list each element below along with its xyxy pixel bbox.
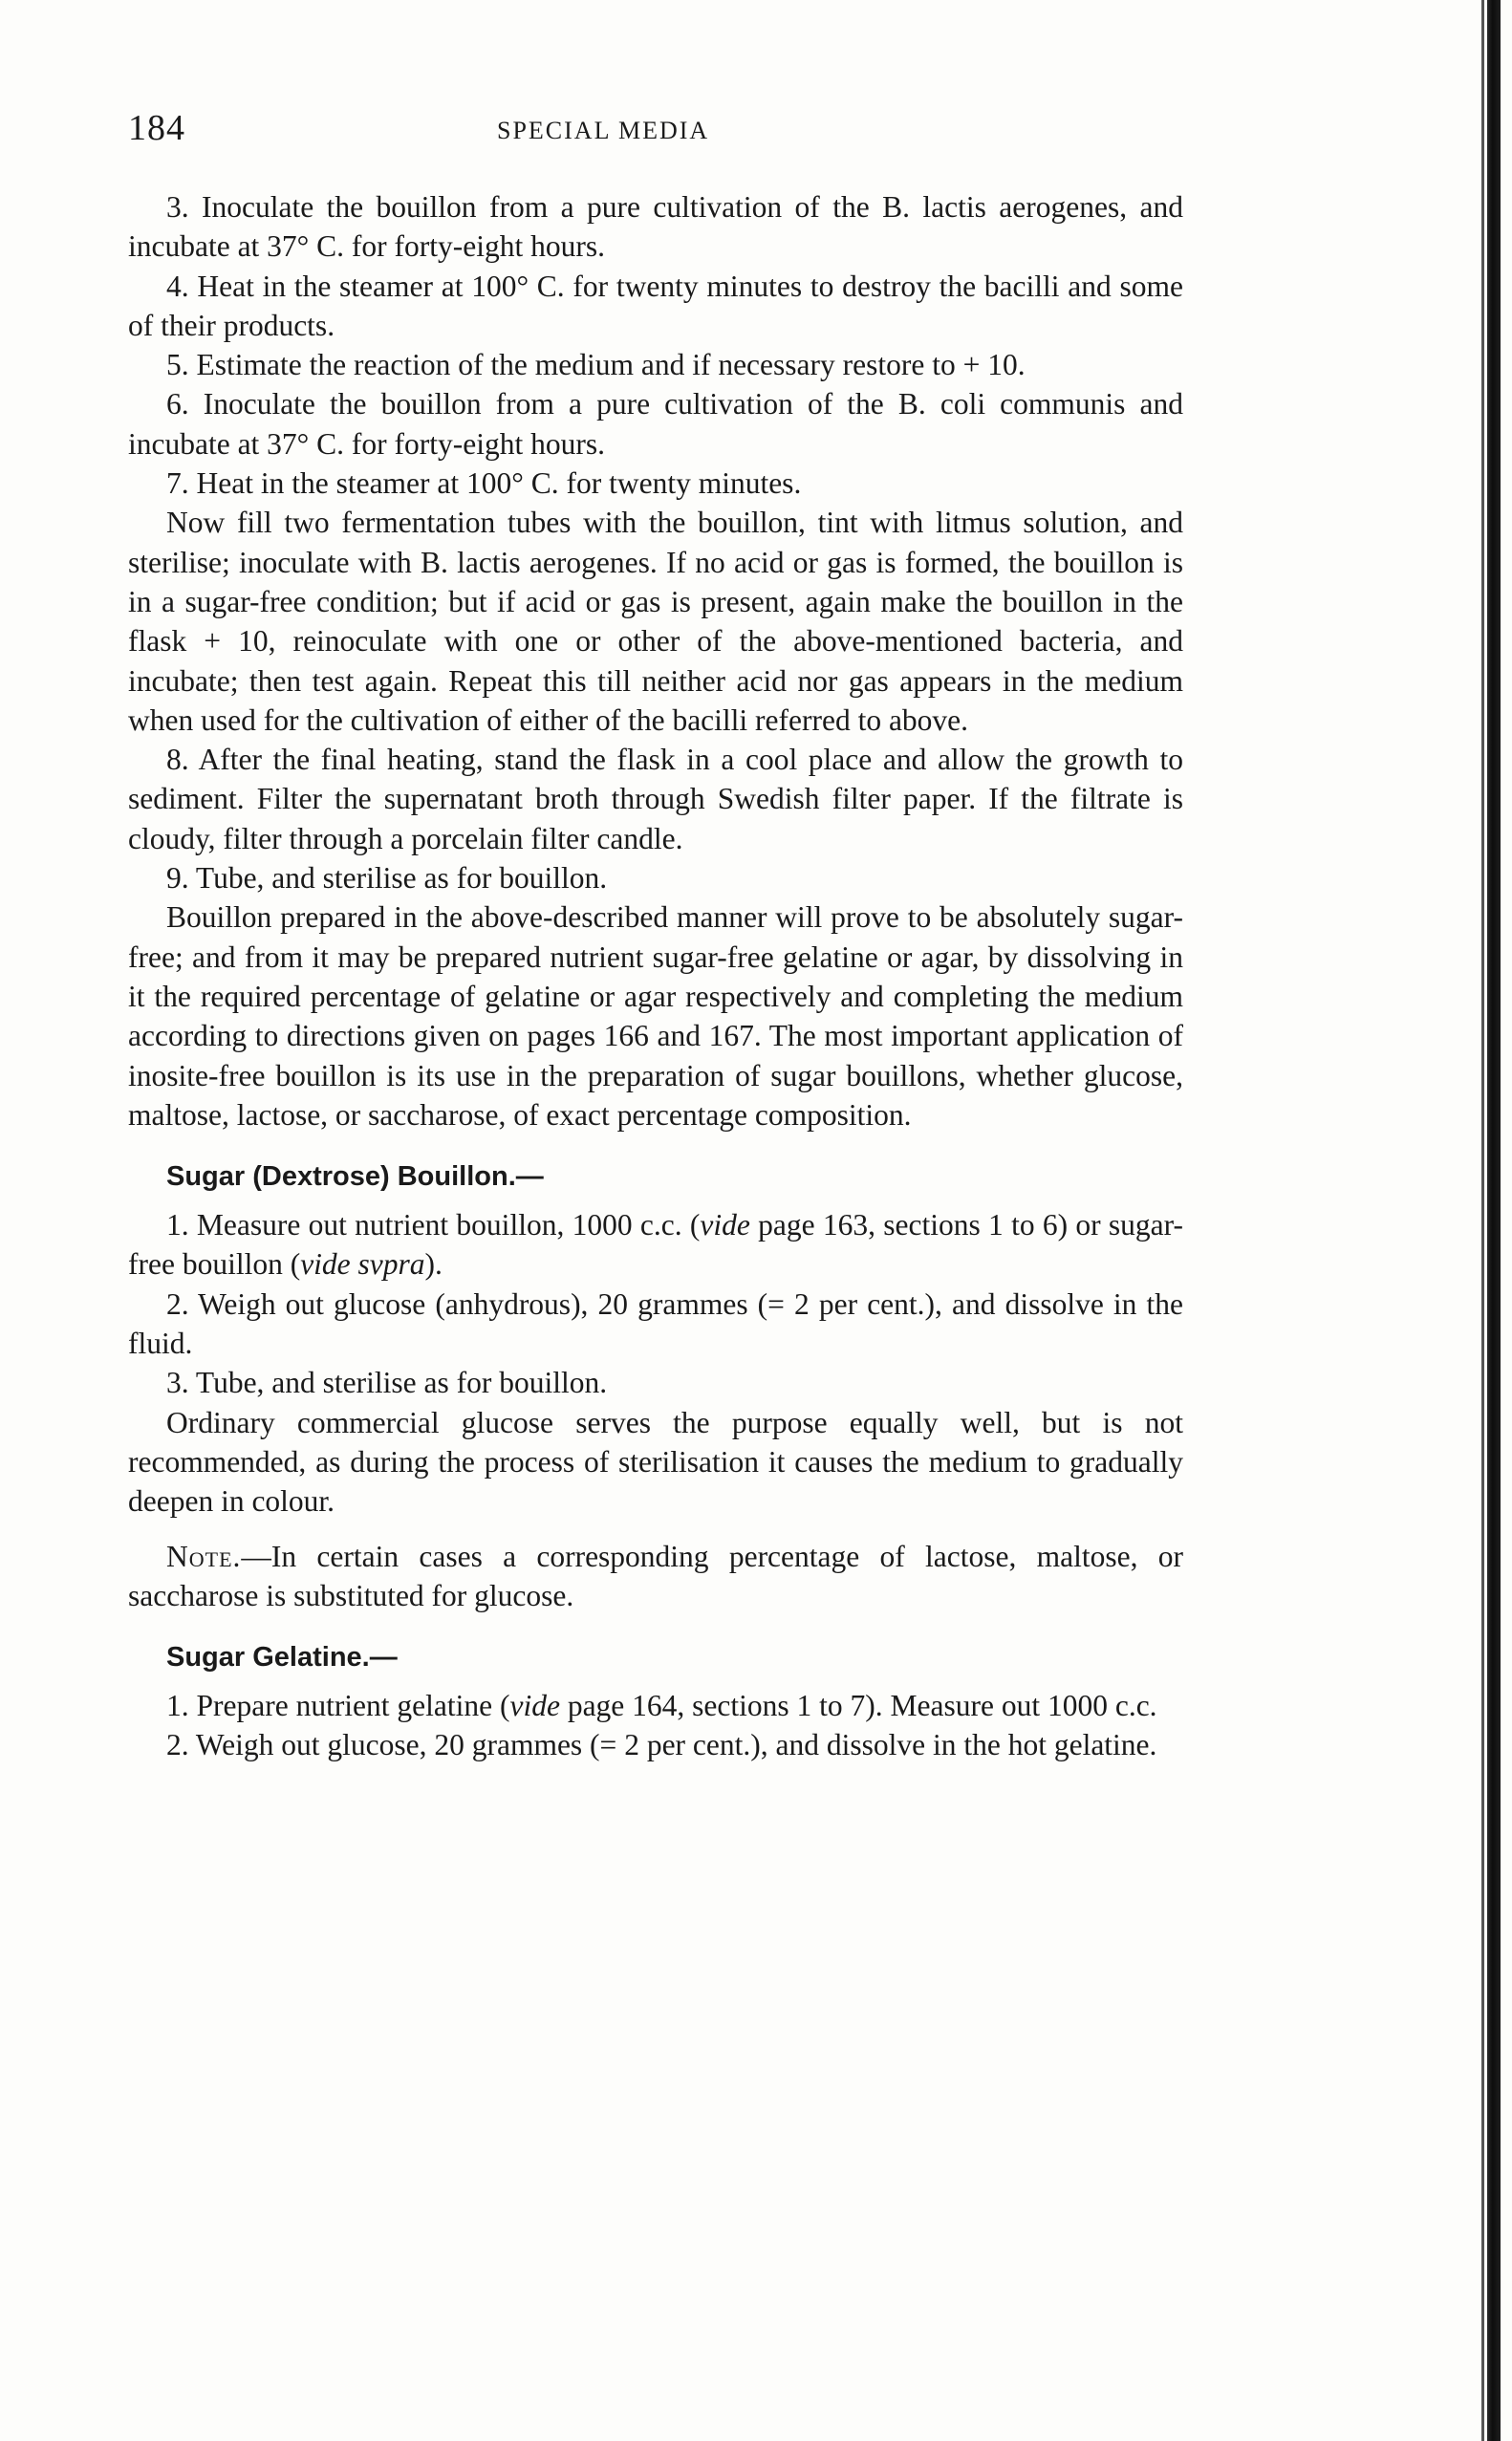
dextrose-step-3: 3. Tube, and sterilise as for bouillon. [166, 1366, 608, 1400]
step-8: 8. After the final heating, stand the flask in a cool place and allow the growth to sediment. Filter the supernatant broth through Swedish filter paper. If the filtrate is cloudy, filter through a porcelain filter candle. [128, 743, 1183, 855]
section-heading-dextrose-bouillon: Sugar (Dextrose) Bouillon.— [166, 1161, 544, 1193]
gelatine-step-1-text-a: 1. Prepare nutrient gelatine ( [166, 1689, 510, 1723]
note-label: Note. [166, 1539, 242, 1573]
binding-shadow [1481, 0, 1484, 2441]
dextrose-step-1-text-c: ). [424, 1247, 443, 1282]
section-heading-sugar-gelatine: Sugar Gelatine.— [166, 1642, 398, 1674]
vide-reference: vide [509, 1689, 560, 1723]
step-4: 4. Heat in the steamer at 100° C. for twenty minutes to destroy the bacilli and some of their products. [128, 269, 1183, 342]
running-title: SPECIAL MEDIA [497, 117, 710, 144]
fermentation-test-paragraph: Now fill two fermentation tubes with the bouillon, tint with litmus solution, and sterilise; inoculate with B. lactis aerogenes. If no acid or gas is formed, the bouillon is in a sugar-free condition; but if acid or gas is present, again make the bouillon in the flask + 10, reinoculate with one or other of the above-mentioned bacteria, and incubate; then test again. Repeat this till neither acid nor gas appears in the medium when used for the cultivation of either of the bacilli referred to above. [128, 506, 1183, 737]
page-body [128, 187, 1183, 1765]
dextrose-step-1 [128, 1205, 1183, 1285]
step-3: 3. Inoculate the bouillon from a pure cultivation of the B. lactis aerogenes, and incubate at 37° C. for forty-eight hours. [128, 190, 1183, 264]
vide-reference: vide [700, 1208, 750, 1242]
book-binding-edge [1487, 0, 1501, 2441]
gelatine-step-2: 2. Weigh out glucose, 20 grammes (= 2 per cent.), and dissolve in the hot gelatine. [166, 1728, 1157, 1762]
step-7: 7. Heat in the steamer at 100° C. for twenty minutes. [166, 466, 802, 501]
gelatine-step-1-text-b: page 164, sections 1 to 7). Measure out 1000 c.c. [559, 1689, 1157, 1723]
dextrose-step-2: 2. Weigh out glucose (anhydrous), 20 grammes (= 2 per cent.), and dissolve in the fluid. [128, 1286, 1183, 1361]
step-6: 6. Inoculate the bouillon from a pure cultivation of the B. coli communis and incubate at 37° C. for forty-eight hours. [128, 387, 1183, 461]
vide-supra-reference: vide svpra [300, 1247, 425, 1282]
sugar-free-bouillon-paragraph: Bouillon prepared in the above-described manner will prove to be absolutely sugar-free; and from it may be prepared nutrient sugar-free gelatine or agar, by dissolving in it the required percentage of gelatine or agar respectively and completing the medium according to directions given on pages 166 and 167. The most important application of inosite-free bouillon is its use in the preparation of sugar bouillons, whether glucose, maltose, lactose, or saccharose, of exact percentage composition. [128, 900, 1183, 1132]
gelatine-step-1 [128, 1686, 1183, 1725]
note-paragraph [128, 1537, 1183, 1616]
step-5: 5. Estimate the reaction of the medium and if necessary restore to + 10. [166, 348, 1026, 382]
note-text: —In certain cases a corresponding percentage of lactose, maltose, or saccharose is substituted for glucose. [128, 1539, 1183, 1612]
page-number: 184 [128, 108, 185, 148]
dextrose-step-1-text-b: page 163, sections 1 to 6) or sugar-free bouillon ( [128, 1208, 1184, 1282]
step-9: 9. Tube, and sterilise as for bouillon. [166, 861, 608, 896]
dextrose-step-1-text-a: 1. Measure out nutrient bouillon, 1000 c.c. ( [166, 1208, 701, 1242]
commercial-glucose-paragraph: Ordinary commercial glucose serves the purpose equally well, but is not recommended, as during the process of sterilisation it causes the medium to gradually deepen in colour. [128, 1405, 1183, 1519]
